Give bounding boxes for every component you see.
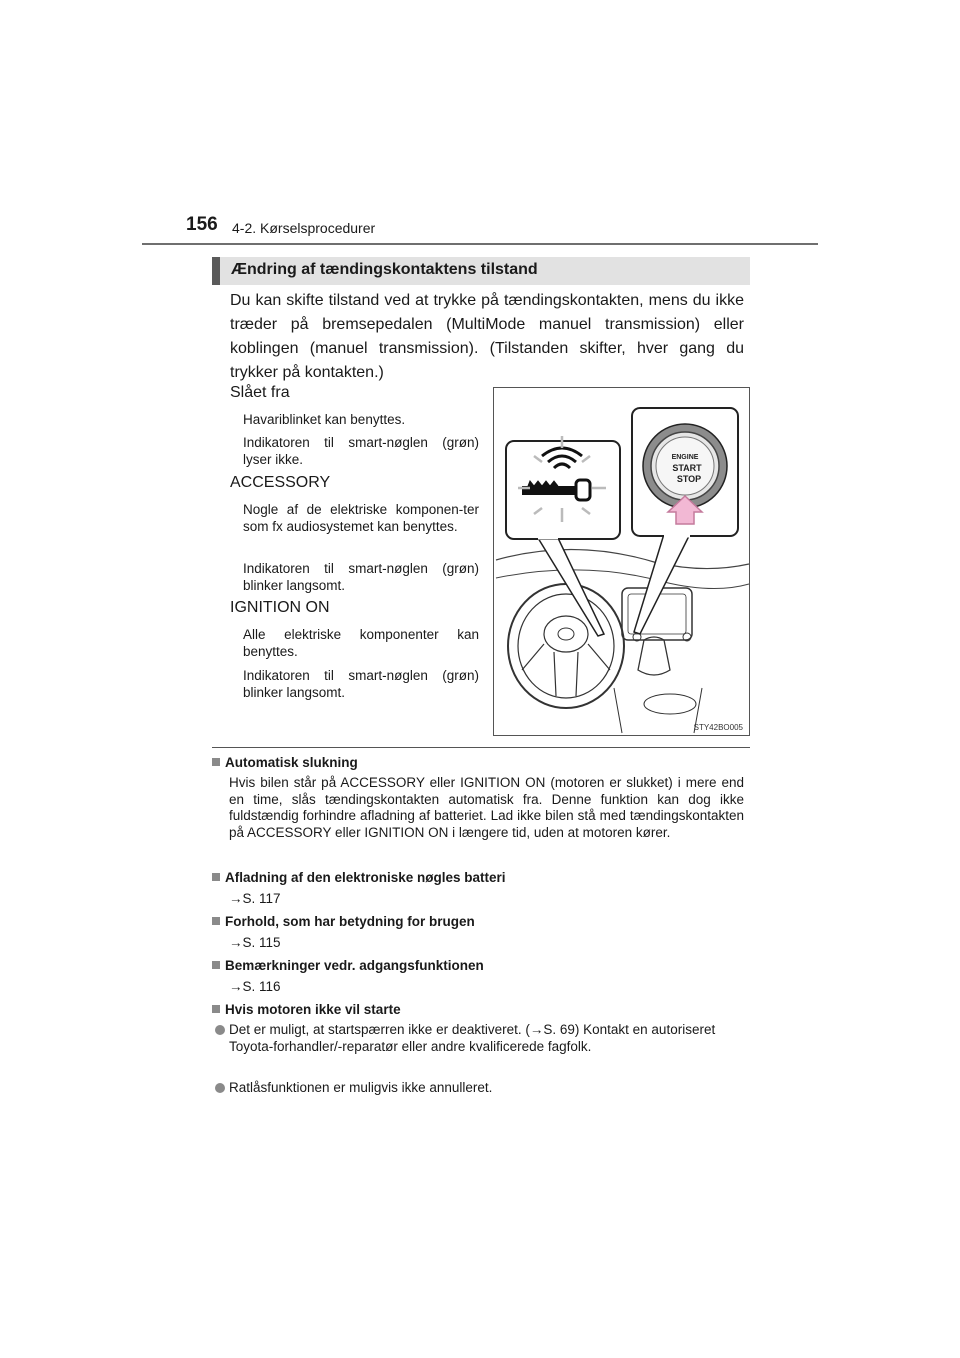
note-heading-no-start: Hvis motoren ikke vil starte xyxy=(212,1002,401,1017)
start-stop-callout xyxy=(632,408,738,634)
note-heading-conditions: Forhold, som har betydning for brugen xyxy=(212,914,475,929)
state-accessory-line-1: Nogle af de elektriske komponen-ter som fx audiosystemet kan benyttes. xyxy=(243,502,479,534)
square-bullet-icon xyxy=(212,758,220,766)
square-bullet-icon xyxy=(212,873,220,881)
round-bullet-icon xyxy=(215,1025,225,1035)
smart-key-indicator-callout xyxy=(506,436,620,636)
state-title-ignition-on: IGNITION ON xyxy=(230,599,330,616)
figure-code: STY42BO005 xyxy=(693,723,743,732)
section-divider xyxy=(212,747,750,748)
center-console xyxy=(614,588,702,733)
bullet-text-immobilizer: Det er muligt, at startspærren ikke er deaktiveret. (→S. 69) Kontakt en autoriseret Toyota-forhandler/-reparatør eller andre kvalificerede fagfolk. xyxy=(229,1022,716,1054)
note-heading-battery: Afladning af den elektroniske nøgles batteri xyxy=(212,870,506,885)
note-text-auto-off: Hvis bilen står på ACCESSORY eller IGNITION ON (motoren er slukket) i mere end en time, slås tændingskontakten automatisk fra. Denne funktion kan dog ikke fuldstændig forhindre afladning af batteriet. Lad ikke bilen stå med tændingskontakten på ACCESSORY eller IGNITION ON i længere tid, uden at motoren kører. xyxy=(229,775,744,840)
state-off-line-2: Indikatoren til smart-nøglen (grøn) lyser ikke. xyxy=(243,435,479,467)
header-divider xyxy=(142,243,818,245)
square-bullet-icon xyxy=(212,961,220,969)
state-title-accessory: ACCESSORY xyxy=(230,474,331,491)
state-ignition-line-2: Indikatoren til smart-nøglen (grøn) blinker langsomt. xyxy=(243,668,479,700)
button-text-engine: ENGINE xyxy=(671,454,699,461)
round-bullet-icon xyxy=(215,1083,225,1093)
square-bullet-icon xyxy=(212,917,220,925)
list-item xyxy=(215,1080,745,1097)
list-item xyxy=(215,1022,745,1055)
section-title: Ændring af tændingskontaktens tilstand xyxy=(231,261,538,278)
state-title-off: Slået fra xyxy=(230,384,290,401)
page-number: 156 xyxy=(186,214,218,235)
square-bullet-icon xyxy=(212,1005,220,1013)
section-label: 4-2. Kørselsprocedurer xyxy=(232,220,376,236)
state-off-line-1: Havariblinket kan benyttes. xyxy=(243,412,406,427)
steering-wheel xyxy=(508,584,624,708)
button-text-start: START xyxy=(672,463,702,473)
ref-battery[interactable]: →S. 117 xyxy=(229,891,281,906)
state-accessory-line-2: Indikatoren til smart-nøglen (grøn) blinker langsomt. xyxy=(243,561,479,593)
note-heading-auto-off: Automatisk slukning xyxy=(212,755,358,770)
dashboard-illustration xyxy=(493,387,750,736)
note-heading-access: Bemærkninger vedr. adgangsfunktionen xyxy=(212,958,484,973)
section-banner xyxy=(212,257,750,285)
state-ignition-line-1: Alle elektriske komponenter kan benyttes. xyxy=(243,627,479,659)
bullet-text-steering-lock: Ratlåsfunktionen er muligvis ikke annulleret. xyxy=(229,1080,493,1095)
dashboard-drawing xyxy=(494,388,751,737)
ref-access[interactable]: →S. 116 xyxy=(229,979,281,994)
ref-conditions[interactable]: →S. 115 xyxy=(229,935,281,950)
banner-accent-bar xyxy=(212,257,220,285)
intro-paragraph: Du kan skifte tilstand ved at trykke på tændingskontakten, mens du ikke træder på bremsepedalen (MultiMode manuel transmission) eller koblingen (manuel transmission). (Tilstanden skifter, hver gang du trykker på kontakten.) xyxy=(230,292,744,381)
button-text-stop: STOP xyxy=(676,474,702,484)
